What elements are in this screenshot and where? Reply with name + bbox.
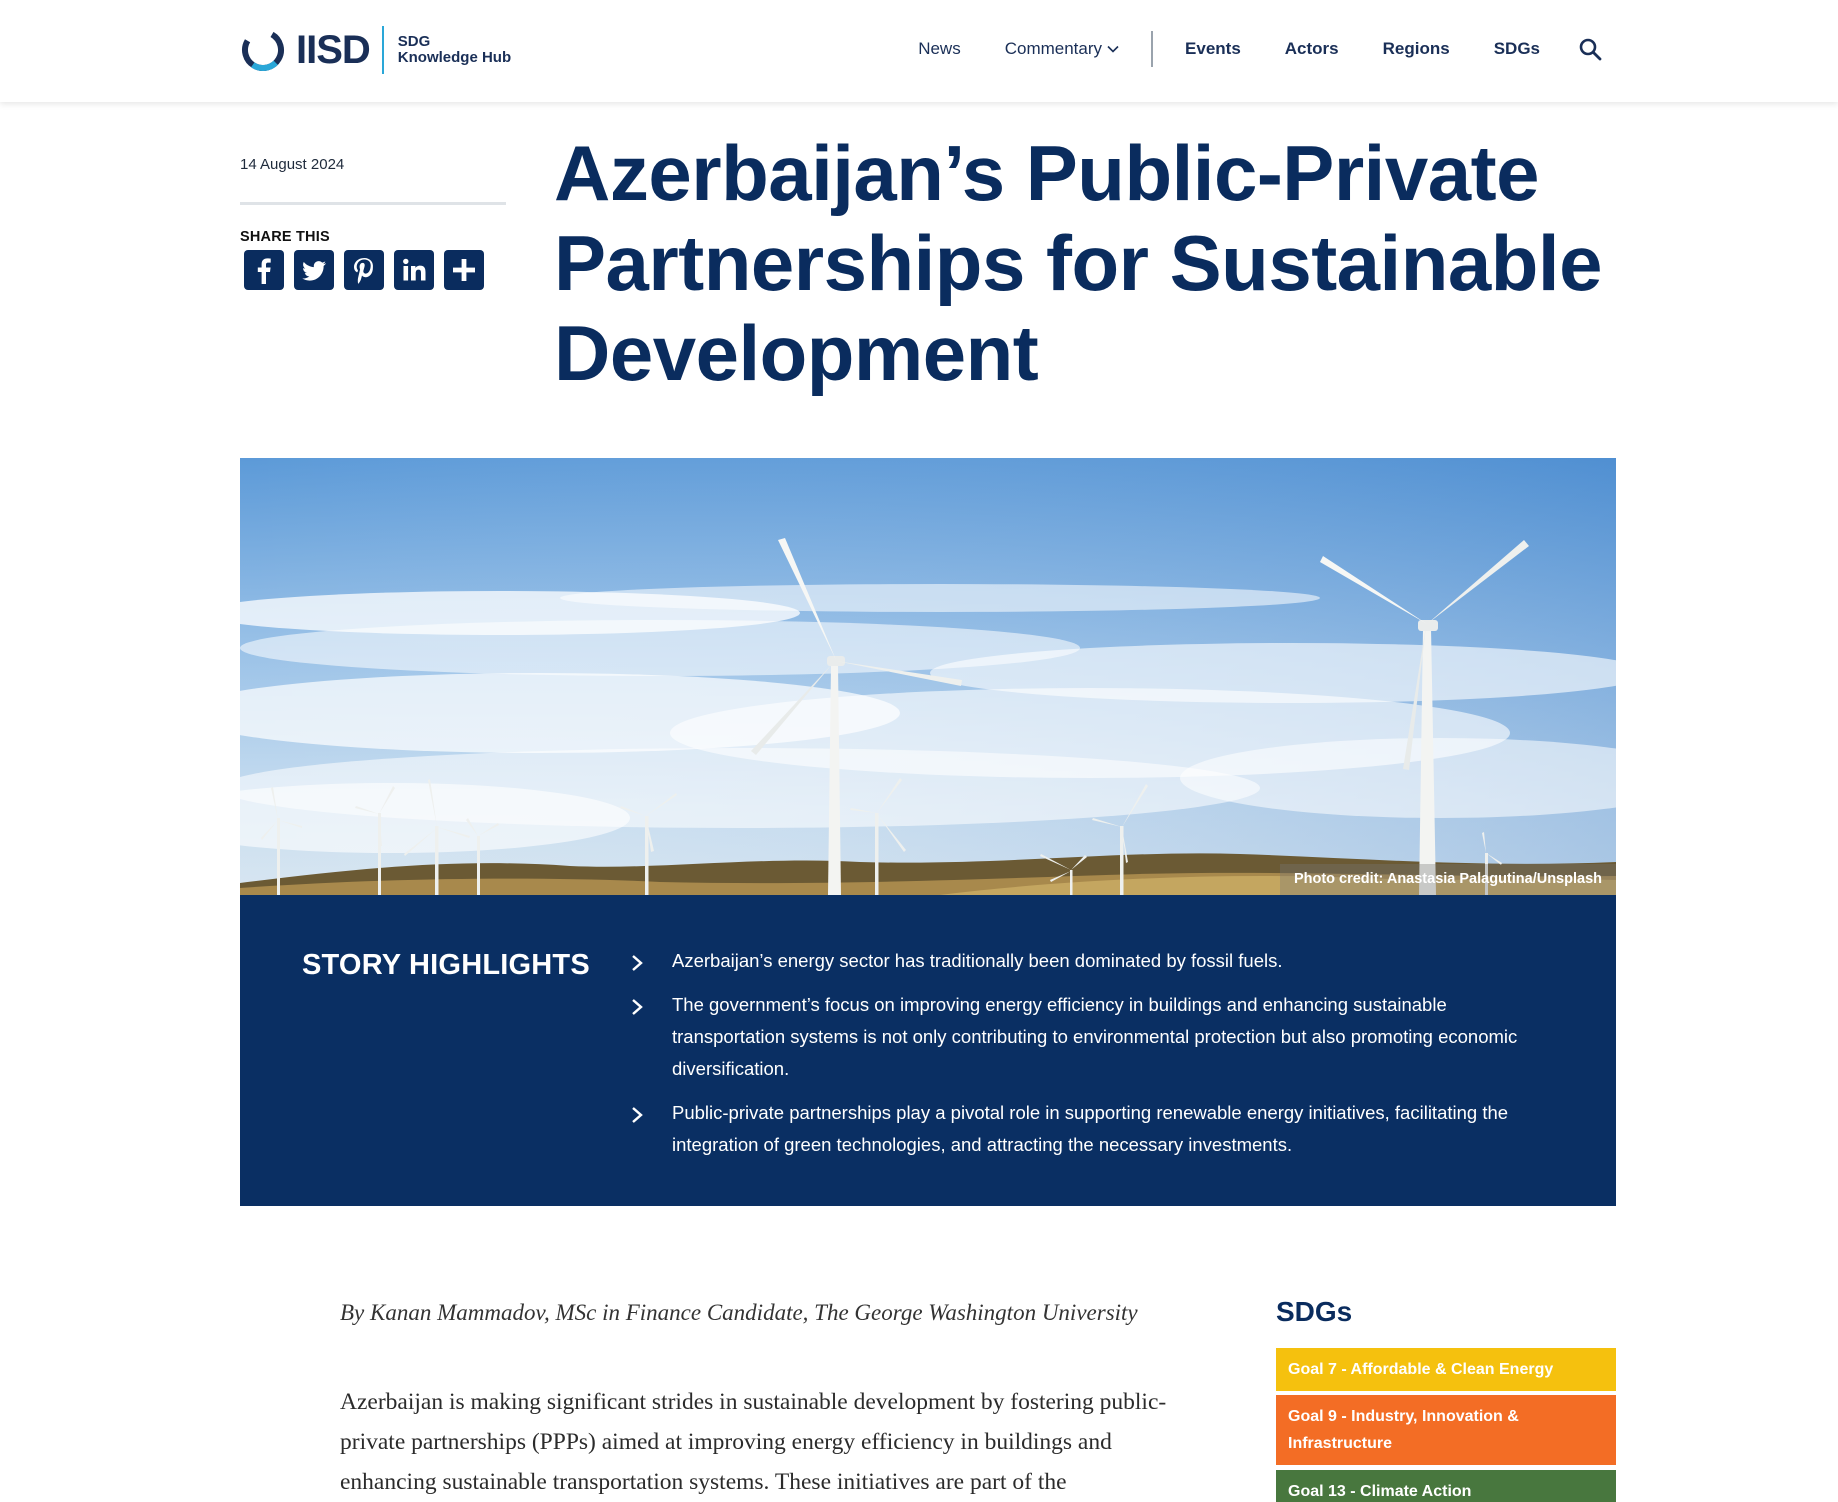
iisd-logo-icon (240, 27, 286, 73)
highlight-item (630, 945, 1560, 977)
chevron-right-icon (630, 1106, 644, 1124)
divider (240, 202, 506, 205)
logo-brand: IISD (296, 27, 370, 72)
nav-regions[interactable]: Regions (1382, 39, 1450, 58)
share-linkedin-button[interactable] (394, 250, 434, 290)
logo-subtitle-line1: SDG (397, 33, 431, 50)
sdgs-sidebar-title: SDGs (1276, 1296, 1353, 1327)
highlight-item (630, 1097, 1560, 1161)
logo-divider (382, 26, 384, 74)
pinterest-icon (349, 255, 379, 285)
nav-sdgs[interactable]: SDGs (1493, 39, 1540, 58)
main-nav (918, 32, 1602, 66)
nav-commentary-label: Commentary (1004, 39, 1103, 58)
site-header (0, 0, 1838, 102)
highlight-text: The government’s focus on improving energy efficiency in buildings and enhancing sustainable transportation systems is not only contributing to environmental protection but also promoting economic diversification. (672, 994, 1518, 1079)
photo-credit: Photo credit: Anastasia Palagutina/Unsplash (1280, 864, 1616, 895)
search-icon[interactable] (1578, 37, 1602, 61)
story-highlights-list (630, 945, 1560, 1173)
share-twitter-button[interactable] (294, 250, 334, 290)
logo-subtitle (398, 34, 511, 66)
nav-news[interactable]: News (918, 39, 961, 58)
share-buttons (244, 250, 484, 290)
sdg-tag-goal-9[interactable]: Goal 9 - Industry, Innovation & Infrastructure (1276, 1395, 1616, 1465)
highlight-item (630, 989, 1560, 1085)
sdg-tag-goal-13[interactable]: Goal 13 - Climate Action (1276, 1470, 1616, 1502)
facebook-icon (249, 255, 279, 285)
chevron-right-icon (630, 954, 644, 972)
chevron-right-icon (630, 998, 644, 1016)
chevron-down-icon (1107, 45, 1119, 53)
twitter-icon (299, 255, 329, 285)
share-label: SHARE THIS (240, 229, 330, 245)
article-date: 14 August 2024 (240, 156, 345, 173)
logo-subtitle-line2: Knowledge Hub (397, 49, 512, 66)
hero-image (240, 458, 1616, 895)
plus-icon (449, 255, 479, 285)
article-paragraph: Azerbaijan is making significant strides in sustainable development by fostering public-private partnerships (PPPs) aimed at improving energy efficiency in buildings and enhancing sustainable transportation systems. These initiatives are part of the (340, 1389, 1167, 1495)
nav-events[interactable]: Events (1185, 39, 1241, 58)
site-logo[interactable] (240, 26, 511, 74)
share-facebook-button[interactable] (244, 250, 284, 290)
share-pinterest-button[interactable] (344, 250, 384, 290)
story-highlights-heading: STORY HIGHLIGHTS (302, 949, 590, 981)
story-highlights (240, 895, 1616, 1206)
nav-separator (1151, 31, 1153, 67)
highlight-text: Azerbaijan’s energy sector has traditionally been dominated by fossil fuels. (672, 950, 1283, 971)
linkedin-icon (399, 255, 429, 285)
share-more-button[interactable] (444, 250, 484, 290)
sdg-tag-goal-7[interactable]: Goal 7 - Affordable & Clean Energy (1276, 1348, 1616, 1391)
highlight-text: Public-private partnerships play a pivotal role in supporting renewable energy initiatives, facilitating the integration of green technologies, and attracting the necessary investments. (672, 1102, 1509, 1155)
article-byline: By Kanan Mammadov, MSc in Finance Candidate, The George Washington University (340, 1300, 1138, 1325)
nav-commentary[interactable] (1005, 39, 1119, 59)
wind-turbines-photo (240, 458, 1616, 895)
article-title: Azerbaijan’s Public-Private Partnerships for Sustainable Development (554, 129, 1602, 397)
nav-actors[interactable]: Actors (1284, 39, 1339, 58)
